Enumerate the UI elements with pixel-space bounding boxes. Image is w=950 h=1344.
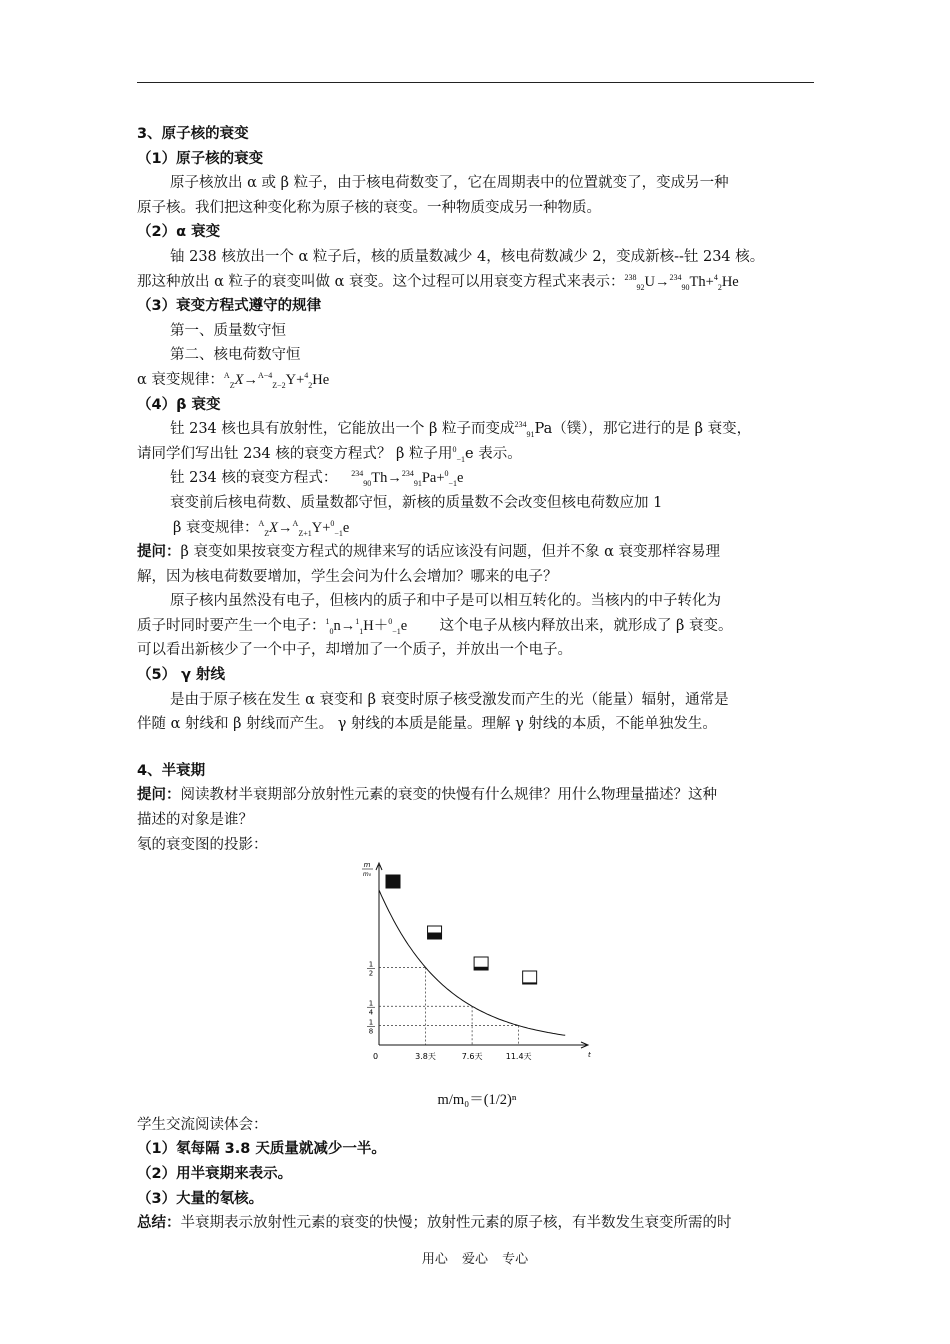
rule-item: 第二、核电荷数守恒 bbox=[170, 347, 301, 364]
alpha-decay-equation: $^{238}_{92}$U→$^{234}_{90}$Th+$^4_2$He bbox=[624, 272, 739, 292]
paragraph-text: 质子时同时要产生一个电子： bbox=[137, 617, 326, 634]
subheading-3: （3）衰变方程式遵守的规律 bbox=[137, 298, 322, 315]
paragraph-line: 铀 238 核放出一个 α 粒子后，核的质量数减少 4，核电荷数减少 2，变成新核--钍 234 核。 bbox=[170, 248, 765, 265]
decay-chart bbox=[137, 857, 817, 1082]
subheading-5: （5） γ 射线 bbox=[137, 667, 226, 684]
y-axis-label: m bbox=[363, 861, 371, 870]
y-tick-label: 2 bbox=[368, 969, 374, 978]
question-label: 提问： bbox=[137, 544, 181, 561]
section-3-title: 3、原子核的衰变 bbox=[137, 126, 249, 142]
section-4-title: 4、半衰期 bbox=[137, 762, 206, 779]
paragraph-line: 原子核放出 α 或 β 粒子，由于核电荷数变了，它在周期表中的位置就变了，变成另一种 bbox=[170, 175, 729, 192]
paragraph-line: 描述的对象是谁？ bbox=[137, 812, 253, 829]
beta-decay-equation: $^{234}_{90}$Th→$^{234}_{91}$Pa+$^0_{-1}$e bbox=[351, 469, 464, 489]
paragraph-text: 这个电子从核内释放出来，就形成了 β 衰变。 bbox=[439, 617, 733, 634]
paragraph-line bbox=[137, 466, 817, 491]
container-fill bbox=[474, 967, 488, 970]
paragraph-line: 是由于原子核在发生 α 衰变和 β 衰变时原子核受激发而产生的光（能量）辐射，通常是 bbox=[170, 691, 729, 708]
alpha-rule-equation: $^A_Z$X→$^{A-4}_{Z-2}$Y+$^4_2$He bbox=[223, 371, 330, 390]
paragraph-line bbox=[137, 614, 817, 639]
answer-item: （3）大量的氡核。 bbox=[137, 1190, 264, 1207]
paragraph-line: 原子核。我们把这种变化称为原子核的衰变。一种物质变成另一种物质。 bbox=[137, 199, 601, 216]
y-tick-label: 8 bbox=[368, 1027, 374, 1036]
container-fill bbox=[523, 983, 537, 985]
summary-line bbox=[137, 1211, 817, 1236]
document-body bbox=[137, 122, 817, 1236]
electron-symbol: $^0_{-1}$ bbox=[452, 444, 466, 464]
paragraph-text: 钍 234 核也具有放射性，它能放出一个 β 粒子而变成 bbox=[170, 421, 515, 438]
question-label: 提问： bbox=[137, 787, 181, 804]
x-tick-label: 0 bbox=[373, 1052, 379, 1062]
y-tick-label: 4 bbox=[368, 1008, 374, 1017]
alpha-rule-label: α 衰变规律： bbox=[137, 371, 224, 388]
paragraph-line: 学生交流阅读体会： bbox=[137, 1116, 268, 1133]
x-tick-label: 7.6天 bbox=[461, 1052, 483, 1062]
header-rule bbox=[137, 82, 814, 83]
answer-item: （1）氡每隔 3.8 天质量就减少一半。 bbox=[137, 1141, 386, 1158]
decay-curve bbox=[379, 890, 565, 1035]
paragraph-text: 阅读教材半衰期部分放射性元素的衰变的快慢有什么规律？用什么物理量描述？这种 bbox=[180, 787, 717, 804]
paragraph-text: e 表示。 bbox=[465, 445, 522, 462]
alpha-rule-line bbox=[137, 368, 817, 393]
x-tick-label: 11.4天 bbox=[505, 1052, 532, 1062]
y-tick-label: 1 bbox=[368, 960, 374, 969]
container-fill bbox=[428, 933, 442, 940]
y-tick-label: 1 bbox=[368, 1018, 374, 1027]
paragraph-line: 解，因为核电荷数要增加，学生会问为什么会增加？哪来的电子？ bbox=[137, 568, 558, 585]
figure-caption: 氡的衰变图的投影： bbox=[137, 836, 268, 853]
paragraph-text: 那这种放出 α 粒子的衰变叫做 α 衰变。这个过程可以用衰变方程式来表示： bbox=[137, 273, 625, 290]
summary-label: 总结： bbox=[137, 1215, 181, 1232]
answer-item: （2）用半衰期来表示。 bbox=[137, 1166, 293, 1182]
subheading-2: （2）α 衰变 bbox=[137, 224, 221, 241]
paragraph-line: 可以看出新核少了一个中子，却增加了一个质子，并放出一个电子。 bbox=[137, 642, 572, 659]
decay-formula: m/m₀＝(1/2)ⁿ bbox=[437, 1092, 517, 1109]
paragraph-text: Pa（镤），那它进行的是 β 衰变， bbox=[534, 421, 752, 438]
paragraph-line bbox=[137, 417, 817, 442]
neutron-conversion-equation: $^1_0$n→$^1_1$H＋$^0_{-1}$e bbox=[325, 617, 408, 636]
beta-rule-label: β 衰变规律： bbox=[173, 519, 259, 536]
paragraph-line bbox=[137, 442, 817, 467]
pa-symbol: $^{234}_{91}$ bbox=[514, 420, 535, 440]
page-footer: 用心 爱心 专心 bbox=[421, 1252, 529, 1267]
paragraph-line: 原子核内虽然没有电子，但核内的质子和中子是可以相互转化的。当核内的中子转化为 bbox=[170, 593, 721, 610]
x-axis-label: t bbox=[588, 1051, 591, 1060]
paragraph-text: β 衰变如果按衰变方程式的规律来写的话应该没有问题，但并不象 α 衰变那样容易理 bbox=[180, 544, 720, 561]
paragraph-line: 衰变前后核电荷数、质量数都守恒，新核的质量数不会改变但核电荷数应加 1 bbox=[170, 494, 663, 511]
paragraph-text: 请同学们写出钍 234 核的衰变方程式？ β 粒子用 bbox=[137, 445, 453, 462]
question-line bbox=[137, 540, 817, 565]
container-fill bbox=[386, 875, 400, 888]
subheading-4: （4）β 衰变 bbox=[137, 396, 221, 413]
decay-chart-svg bbox=[355, 857, 595, 1077]
container-outline bbox=[523, 971, 537, 984]
question-line bbox=[137, 783, 817, 808]
y-tick-label: 1 bbox=[368, 999, 374, 1008]
beta-rule-equation: $^A_Z$X→$^A_{Z+1}$Y+$^0_{-1}$e bbox=[258, 518, 350, 538]
paragraph-text: 钍 234 核的衰变方程式： bbox=[170, 470, 338, 487]
rule-item: 第一、质量数守恒 bbox=[170, 322, 286, 339]
y-axis-label: m₀ bbox=[362, 871, 372, 879]
paragraph-text: 半衰期表示放射性元素的衰变的快慢；放射性元素的原子核，有半数发生衰变所需的时 bbox=[180, 1215, 732, 1232]
beta-rule-line bbox=[137, 516, 817, 541]
paragraph-line bbox=[137, 270, 817, 295]
subheading-1: （1）原子核的衰变 bbox=[137, 150, 264, 167]
paragraph-line: 伴随 α 射线和 β 射线而产生。 γ 射线的本质是能量。理解 γ 射线的本质，不能单独发生。 bbox=[137, 716, 717, 733]
x-tick-label: 3.8天 bbox=[415, 1052, 436, 1062]
